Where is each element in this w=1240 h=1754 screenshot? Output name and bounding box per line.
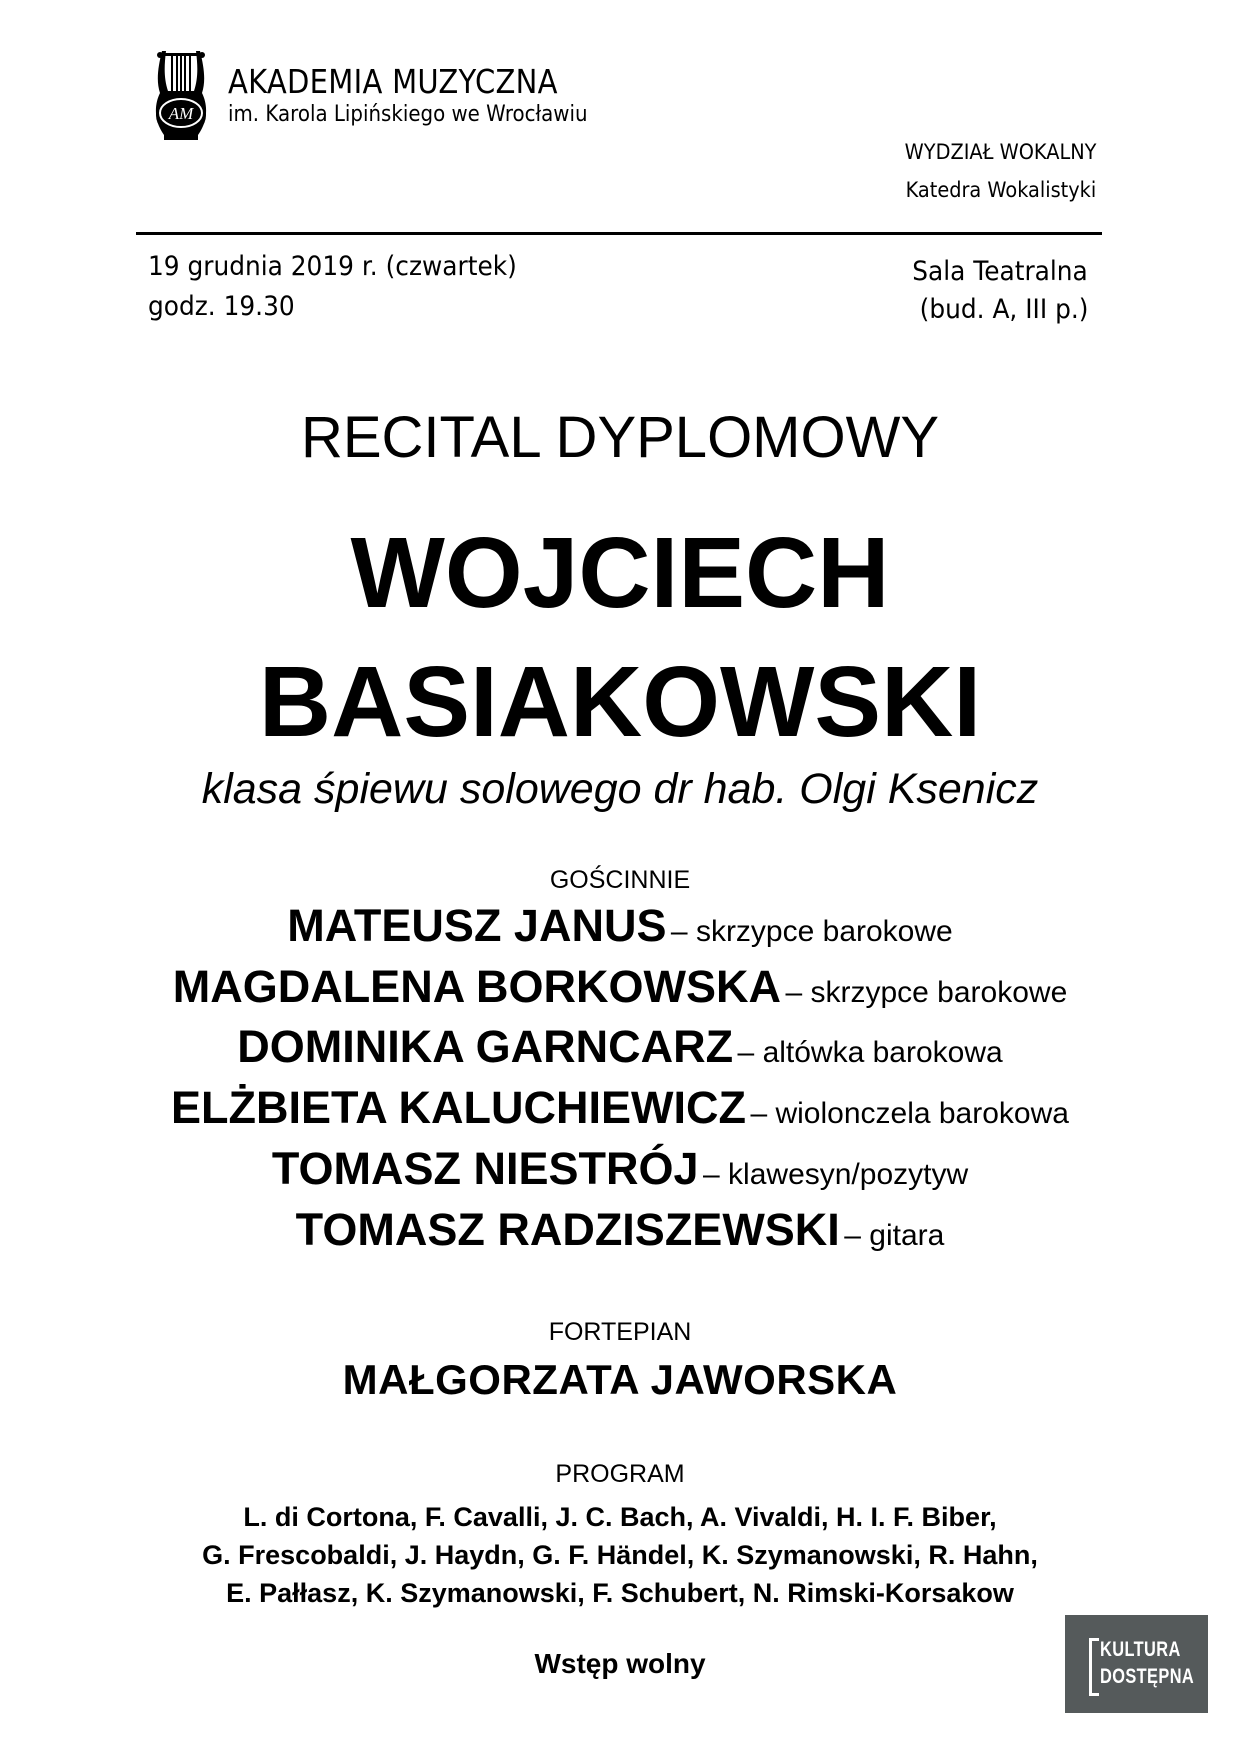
header-divider — [136, 232, 1102, 235]
event-venue-location: (bud. A, III p.) — [919, 294, 1088, 325]
institution-name: AKADEMIA MUZYCZNA — [228, 62, 558, 101]
performer-last-name: BASIAKOWSKI — [258, 646, 982, 758]
guest-instrument: – altówka barokowa — [737, 1036, 1003, 1069]
guest-row — [0, 1143, 1240, 1195]
event-type-heading: RECITAL DYPLOMOWY — [300, 405, 940, 470]
program-line: L. di Cortona, F. Cavalli, J. C. Bach, A. Vivaldi, H. I. F. Biber, — [243, 1502, 997, 1532]
performer-first-name: WOJCIECH — [350, 517, 890, 629]
guest-row — [0, 1021, 1240, 1073]
teacher-line: klasa śpiewu solowego dr hab. Olgi Ksenicz — [201, 765, 1039, 813]
kultura-dostepna-badge — [1065, 1615, 1208, 1713]
guest-instrument: – gitara — [844, 1219, 945, 1252]
guest-row — [0, 961, 1240, 1013]
guest-instrument: – klawesyn/pozytyw — [703, 1158, 969, 1191]
guest-instrument: – wiolonczela barokowa — [750, 1097, 1069, 1130]
guests-label: GOŚCINNIE — [549, 866, 691, 894]
guest-name: ELŻBIETA KALUCHIEWICZ — [171, 1082, 746, 1133]
faculty-name: WYDZIAŁ WOKALNY — [904, 140, 1096, 164]
event-time: godz. 19.30 — [148, 291, 295, 322]
program-line: G. Frescobaldi, J. Haydn, G. F. Händel, K. Szymanowski, R. Hahn, — [202, 1540, 1038, 1570]
chair-name: Katedra Wokalistyki — [905, 178, 1096, 202]
program-label: PROGRAM — [555, 1460, 685, 1488]
guest-name: MATEUSZ JANUS — [287, 900, 667, 951]
program-line: E. Pałłasz, K. Szymanowski, F. Schubert, N. Rimski-Korsakow — [226, 1578, 1014, 1608]
guest-row — [0, 1204, 1240, 1256]
institution-subtitle: im. Karola Lipińskiego we Wrocławiu — [228, 102, 588, 127]
guest-instrument: – skrzypce barokowe — [785, 976, 1068, 1009]
badge-line-2: DOSTĘPNA — [1100, 1665, 1195, 1688]
bracket-icon — [1089, 1638, 1099, 1696]
pianist-name: MAŁGORZATA JAWORSKA — [342, 1356, 898, 1403]
piano-label: FORTEPIAN — [548, 1318, 692, 1346]
guest-name: TOMASZ NIESTRÓJ — [271, 1143, 699, 1194]
guest-row — [0, 900, 1240, 952]
free-entry-note: Wstęp wolny — [534, 1648, 706, 1679]
svg-text:AM: AM — [168, 104, 194, 123]
guest-row — [0, 1082, 1240, 1134]
lyre-icon — [150, 47, 212, 141]
event-venue: Sala Teatralna — [912, 256, 1088, 287]
guest-name: TOMASZ RADZISZEWSKI — [295, 1204, 840, 1255]
guest-instrument: – skrzypce barokowe — [670, 915, 953, 948]
guest-name: MAGDALENA BORKOWSKA — [172, 961, 782, 1012]
badge-line-1: KULTURA — [1100, 1638, 1181, 1661]
guest-name: DOMINIKA GARNCARZ — [237, 1021, 734, 1072]
event-date: 19 grudnia 2019 r. (czwartek) — [148, 251, 517, 282]
